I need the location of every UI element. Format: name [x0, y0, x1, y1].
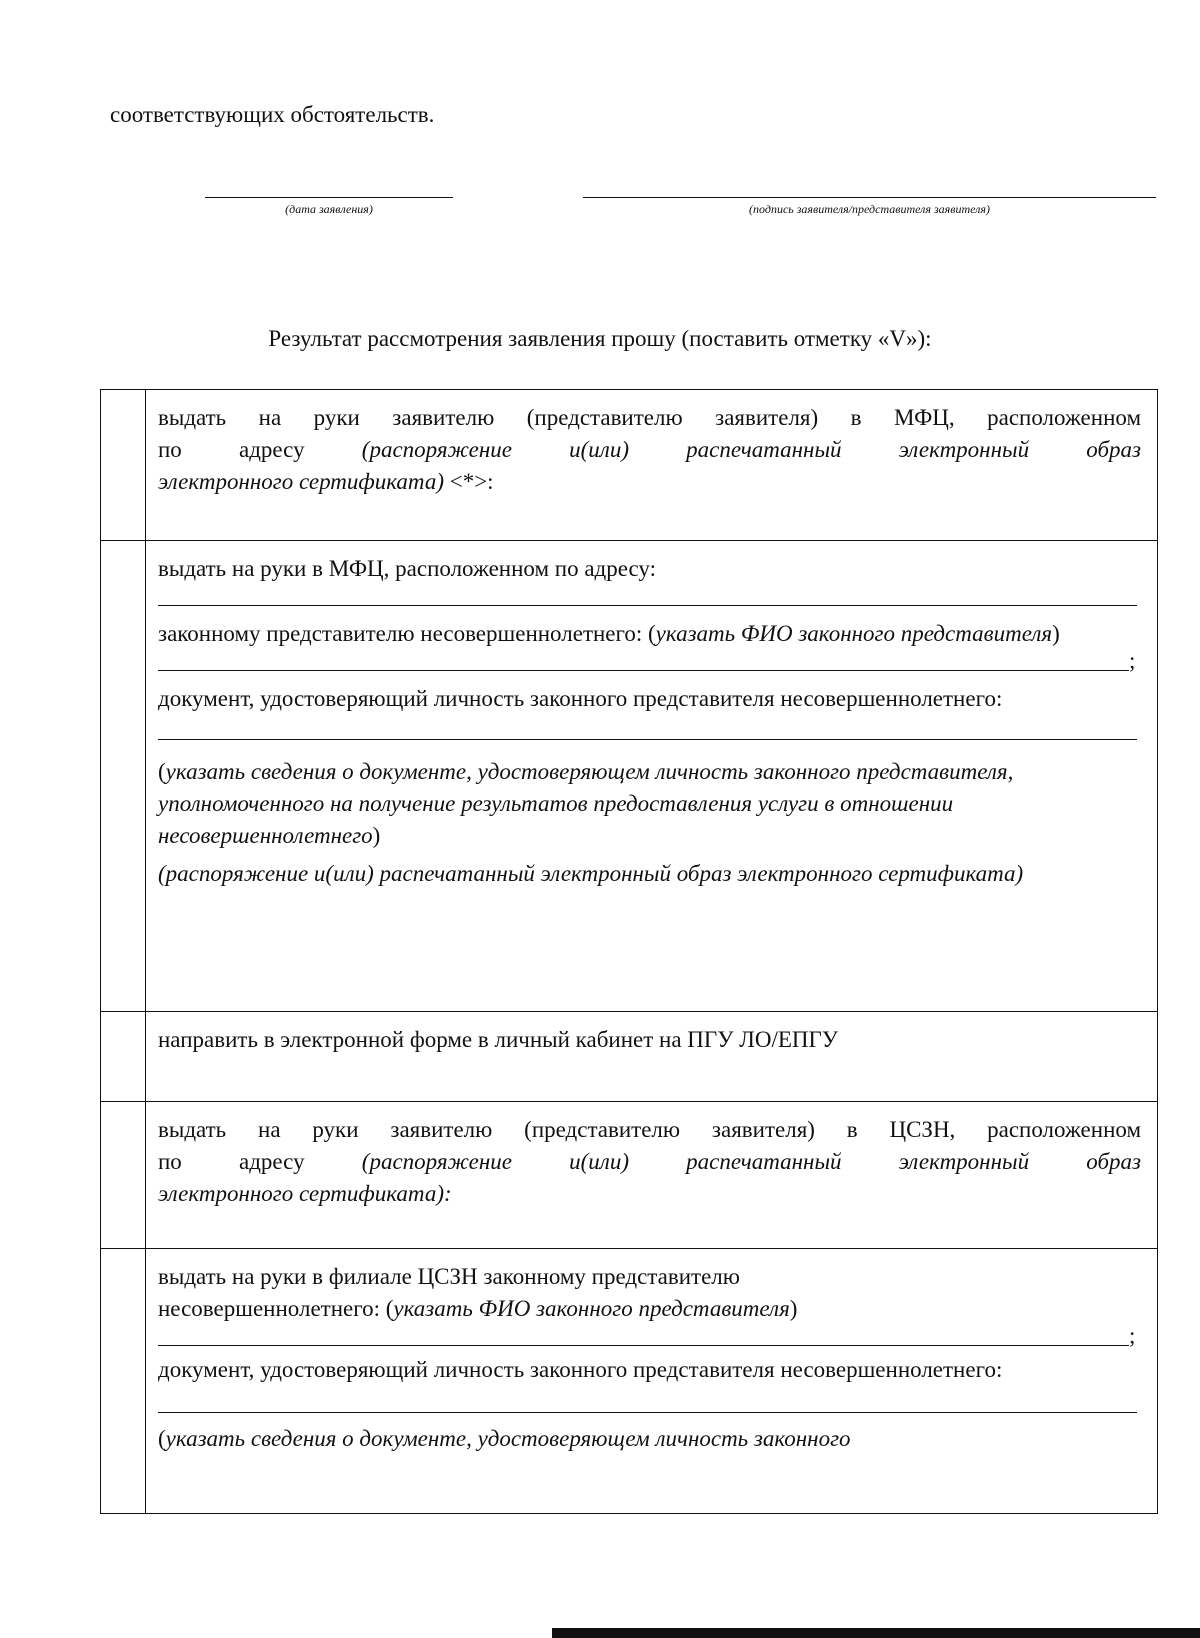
option-row — [101, 1102, 1158, 1249]
option-line: электронного сертификата) <*>: — [158, 469, 494, 494]
option-line: направить в электронной форме в личный кабинет на ПГУ ЛО/ЕПГУ — [158, 1027, 839, 1052]
document-fill-line[interactable] — [158, 1386, 1137, 1413]
signature-line — [583, 197, 1156, 198]
option-line: выдать на руки заявителю (представителю заявителя) в ЦСЗН, расположенном — [158, 1117, 1141, 1142]
option-text — [146, 1012, 1157, 1056]
option-text-cell — [146, 1249, 1158, 1514]
document-label: документ, удостоверяющий личность законного представителя несовершеннолетнего: — [158, 1357, 1003, 1382]
document-fill-line[interactable] — [158, 715, 1137, 740]
result-options-table — [100, 389, 1158, 1514]
representative-label: законному представителю несовершеннолетнего: (указать ФИО законного представителя) — [158, 621, 1060, 646]
option-line: выдать на руки в филиале ЦСЗН законному представителю — [158, 1264, 740, 1289]
option-checkbox-cell[interactable] — [101, 390, 146, 541]
address-fill-line[interactable] — [158, 585, 1137, 606]
document-label: документ, удостоверяющий личность законного представителя несовершеннолетнего: — [158, 686, 1003, 711]
intro-text: соответствующих обстоятельств. — [110, 102, 435, 127]
option-row — [101, 1249, 1158, 1514]
form-hint: (распоряжение и(или) распечатанный электронный образ электронного сертификата) — [158, 861, 1024, 886]
document-hint: (указать сведения о документе, удостоверяющем личность законного представителя, уполномоченного на получение результатов предоставления услуги в отношении несовершеннолетнего) — [158, 759, 1014, 848]
option-row — [101, 541, 1158, 1012]
option-line: выдать на руки заявителю (представителю заявителя) в МФЦ, расположенном — [158, 405, 1141, 430]
option-text — [146, 541, 1157, 890]
option-text — [146, 1102, 1157, 1210]
option-line: выдать на руки в МФЦ, расположенном по адресу: — [158, 556, 657, 581]
option-line: несовершеннолетнего: (указать ФИО законного представителя) — [158, 1296, 798, 1321]
option-text-cell — [146, 390, 1158, 541]
document-hint: (указать сведения о документе, удостоверяющем личность законного — [158, 1426, 851, 1451]
representative-fill-line[interactable]: ; — [158, 650, 1141, 671]
date-line — [205, 197, 453, 198]
option-checkbox-cell[interactable] — [101, 541, 146, 1012]
option-row — [101, 1012, 1158, 1102]
option-line: по адресу (распоряжение и(или) распечатанный электронный образ — [158, 437, 1141, 462]
scan-edge-bar — [552, 1628, 1200, 1638]
representative-fill-line[interactable]: ; — [158, 1325, 1141, 1346]
result-heading: Результат рассмотрения заявления прошу (поставить отметку «V»): — [268, 326, 932, 351]
option-text-cell — [146, 1012, 1158, 1102]
option-text-cell — [146, 1102, 1158, 1249]
option-checkbox-cell[interactable] — [101, 1012, 146, 1102]
option-line: по адресу (распоряжение и(или) распечатанный электронный образ — [158, 1149, 1141, 1174]
option-checkbox-cell[interactable] — [101, 1249, 146, 1514]
option-text — [146, 1249, 1157, 1455]
option-checkbox-cell[interactable] — [101, 1102, 146, 1249]
signature-caption: (подпись заявителя/представителя заявителя) — [749, 202, 990, 216]
date-caption: (дата заявления) — [285, 202, 373, 216]
option-line: электронного сертификата): — [158, 1181, 452, 1206]
option-text — [146, 390, 1157, 498]
option-row — [101, 390, 1158, 541]
option-text-cell — [146, 541, 1158, 1012]
